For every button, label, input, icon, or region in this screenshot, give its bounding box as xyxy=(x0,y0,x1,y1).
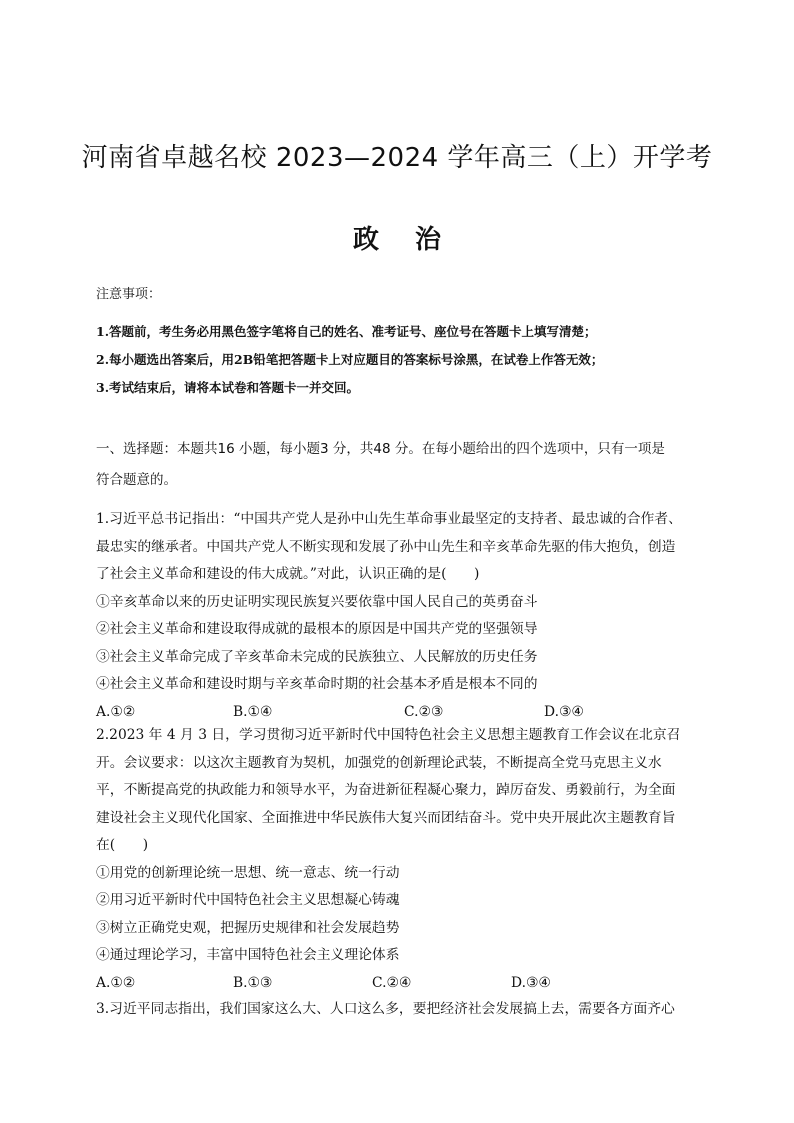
question-stem-line: 最忠实的继承者。中国共产党人不断实现和发展了孙中山先生和辛亥革命先驱的伟大抱负，创造 xyxy=(96,538,676,555)
statement: ③社会主义革命完成了辛亥革命未完成的民族独立、人民解放的历史任务 xyxy=(96,648,538,665)
option-b: B.①④ xyxy=(233,703,273,720)
section-line: 一、选择题：本题共16 小题，每小题3 分，共48 分。在每小题给出的四个选项中，只有一项是 xyxy=(96,441,665,457)
question-1 xyxy=(96,506,696,726)
notice-list xyxy=(96,318,716,402)
subject-char: 治 xyxy=(415,225,442,255)
statement: ①用党的创新理论统一思想、统一意志、统一行动 xyxy=(96,864,400,881)
statement: ④社会主义革命和建设时期与辛亥革命时期的社会基本矛盾是根本不同的 xyxy=(96,676,538,692)
notice-item: 3.考试结束后，请将本试卷和答题卡一并交回。 xyxy=(96,380,360,395)
question-stem-line: 1.习近平总书记指出：“中国共产党人是孙中山先生革命事业最坚定的支持者、最忠诚的合作者、 xyxy=(96,511,682,527)
question-stem-line: 在( ) xyxy=(96,837,149,853)
question-3 xyxy=(96,996,696,1024)
question-stem-line: 了社会主义革命和建设的伟大成就。”对此，认识正确的是( ) xyxy=(96,566,480,582)
question-stem-line: 平，不断提高党的执政能力和领导水平，为奋进新征程凝心聚力，踔厉奋发、勇毅前行，为全面 xyxy=(96,782,676,798)
statement: ④通过理论学习，丰富中国特色社会主义理论体系 xyxy=(96,947,400,963)
option-c: C.②③ xyxy=(404,703,444,720)
question-2 xyxy=(96,722,696,997)
subject-char: 政 xyxy=(352,225,379,255)
question-stem-line: 开。会议要求：以这次主题教育为契机，加强党的创新理论武装，不断提高全党马克思主义水 xyxy=(96,754,662,771)
subject-title xyxy=(0,222,794,258)
section-heading xyxy=(96,434,706,496)
exam-title: 河南省卓越名校 2023—2024 学年高三（上）开学考 xyxy=(81,143,713,173)
question-stem-line: 3.习近平同志指出，我们国家这么大、人口这么多，要把经济社会发展搞上去，需要各方面齐心 xyxy=(96,1001,675,1017)
section-line: 符合题意的。 xyxy=(96,472,177,488)
statement: ③树立正确党史观，把握历史规律和社会发展趋势 xyxy=(96,919,400,936)
option-d: D.③④ xyxy=(544,703,584,720)
notice-item: 1.答题前，考生务必用黑色签字笔将自己的姓名、准考证号、座位号在答题卡上填写清楚； xyxy=(96,324,597,339)
answer-options xyxy=(96,970,696,998)
statement: ①辛亥革命以来的历史证明实现民族复兴要依靠中国人民自己的英勇奋斗 xyxy=(96,593,538,610)
notice-item: 2.每小题选出答案后，用2B铅笔把答题卡上对应题目的答案标号涂黑，在试卷上作答无效； xyxy=(96,352,604,367)
option-b: B.①③ xyxy=(233,974,273,991)
statement: ②社会主义革命和建设取得成就的最根本的原因是中国共产党的坚强领导 xyxy=(96,621,538,637)
question-stem-line: 建设社会主义现代化国家、全面推进中华民族伟大复兴而团结奋斗。党中央开展此次主题教育旨 xyxy=(96,809,676,826)
question-stem-line: 2.2023 年 4 月 3 日，学习贯彻习近平新时代中国特色社会主义思想主题教育工作会议在北京召 xyxy=(96,727,681,743)
option-c: C.②④ xyxy=(372,974,412,991)
statement: ②用习近平新时代中国特色社会主义思想凝心铸魂 xyxy=(96,892,400,908)
option-d: D.③④ xyxy=(511,974,551,991)
notice-heading: 注意事项： xyxy=(96,287,162,302)
option-a: A.①② xyxy=(96,974,136,991)
option-a: A.①② xyxy=(96,703,136,720)
